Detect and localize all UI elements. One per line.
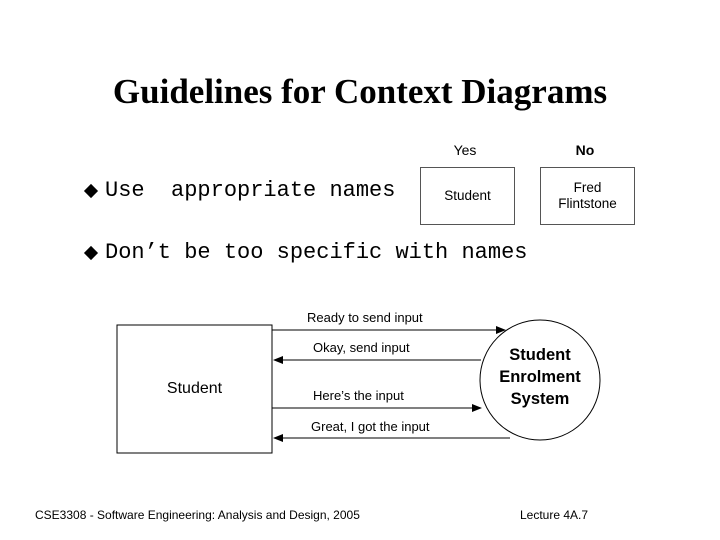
bullet-keyword: Use	[105, 178, 145, 203]
footer-course: CSE3308 - Software Engineering: Analysis and Design, 2005	[35, 508, 360, 522]
flow-label-great: Great, I got the input	[311, 419, 430, 434]
good-name-text: Student	[444, 188, 491, 203]
bullet-text: be too specific with names	[184, 240, 528, 265]
footer-lecture: Lecture 4A.7	[520, 508, 589, 522]
slide-title: Guidelines for Context Diagrams	[112, 72, 608, 111]
system-label: Student Enrolment System	[499, 346, 581, 408]
no-label: No	[575, 142, 595, 158]
entity-label: Student	[166, 380, 223, 397]
bullet-text: appropriate names	[171, 178, 396, 203]
flow-label-okay: Okay, send input	[313, 340, 410, 355]
bullet-keyword: Don’t	[105, 240, 172, 265]
bad-name-text: Fred Flintstone	[558, 180, 617, 211]
yes-label: Yes	[453, 142, 477, 158]
flow-label-ready: Ready to send input	[307, 310, 423, 325]
flow-label-input: Here’s the input	[313, 388, 404, 403]
